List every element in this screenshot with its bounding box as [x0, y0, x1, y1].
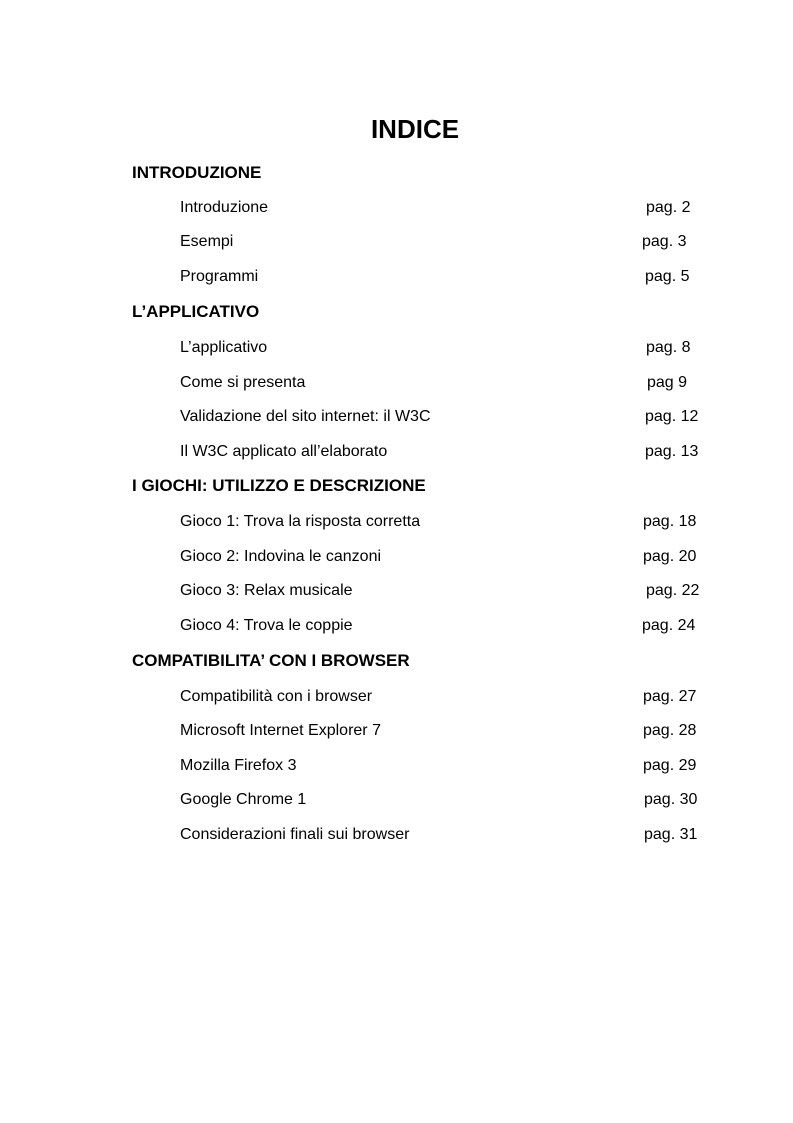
toc-entry — [180, 338, 740, 358]
toc-entry — [180, 687, 740, 707]
toc-entry — [180, 232, 740, 252]
toc-entry-label: Esempi — [180, 233, 234, 250]
toc-entry-page: pag. 31 — [644, 826, 698, 843]
toc-entry — [180, 512, 740, 532]
toc-entry-label: Gioco 4: Trova le coppie — [180, 617, 353, 634]
toc-entry-page: pag. 18 — [643, 513, 697, 530]
toc-entry — [180, 267, 740, 287]
toc-entry-label: Il W3C applicato all’elaborato — [180, 443, 388, 460]
toc-entry-label: Gioco 2: Indovina le canzoni — [180, 548, 382, 565]
toc-entry-label: Introduzione — [180, 199, 269, 216]
page-title: INDICE — [370, 114, 460, 144]
toc-entry — [180, 825, 740, 845]
toc-entry — [180, 198, 740, 218]
toc-entry-label: Considerazioni finali sui browser — [180, 826, 410, 843]
toc-entry-label: Mozilla Firefox 3 — [180, 757, 297, 774]
section-heading-applicativo: L’APPLICATIVO — [132, 302, 260, 321]
toc-entry — [180, 790, 740, 810]
toc-entry-page: pag. 13 — [645, 443, 699, 460]
toc-entry-page: pag 9 — [647, 374, 688, 391]
toc-entry-page: pag. 22 — [646, 582, 700, 599]
toc-entry-page: pag. 27 — [643, 688, 697, 705]
toc-entry-label: Come si presenta — [180, 374, 306, 391]
toc-entry — [180, 756, 740, 776]
toc-entry-label: Compatibilità con i browser — [180, 688, 373, 705]
toc-entry-page: pag. 5 — [645, 268, 690, 285]
toc-entry-label: Gioco 3: Relax musicale — [180, 582, 353, 599]
toc-entry-label: Microsoft Internet Explorer 7 — [180, 722, 381, 739]
toc-entry — [180, 581, 740, 601]
toc-entry — [180, 442, 740, 462]
section-heading-introduzione: INTRODUZIONE — [132, 163, 262, 182]
section-heading-giochi: I GIOCHI: UTILIZZO E DESCRIZIONE — [132, 476, 426, 495]
toc-entry — [180, 616, 740, 636]
toc-entry-page: pag. 24 — [642, 617, 696, 634]
toc-entry-label: Gioco 1: Trova la risposta corretta — [180, 513, 421, 530]
toc-entry-label: Programmi — [180, 268, 259, 285]
toc-entry — [180, 407, 740, 427]
toc-entry-label: L’applicativo — [180, 339, 268, 356]
toc-entry — [180, 547, 740, 567]
toc-entry-label: Validazione del sito internet: il W3C — [180, 408, 431, 425]
toc-entry-page: pag. 8 — [646, 339, 691, 356]
toc-entry — [180, 373, 740, 393]
toc-entry-label: Google Chrome 1 — [180, 791, 307, 808]
toc-entry-page: pag. 28 — [643, 722, 697, 739]
toc-entry-page: pag. 12 — [645, 408, 699, 425]
toc-entry-page: pag. 30 — [644, 791, 698, 808]
toc-entry-page: pag. 20 — [643, 548, 697, 565]
toc-entry-page: pag. 29 — [643, 757, 697, 774]
toc-entry-page: pag. 2 — [646, 199, 691, 216]
section-heading-compatibilita: COMPATIBILITA’ CON I BROWSER — [132, 651, 410, 670]
toc-entry-page: pag. 3 — [642, 233, 687, 250]
toc-entry — [180, 721, 740, 741]
